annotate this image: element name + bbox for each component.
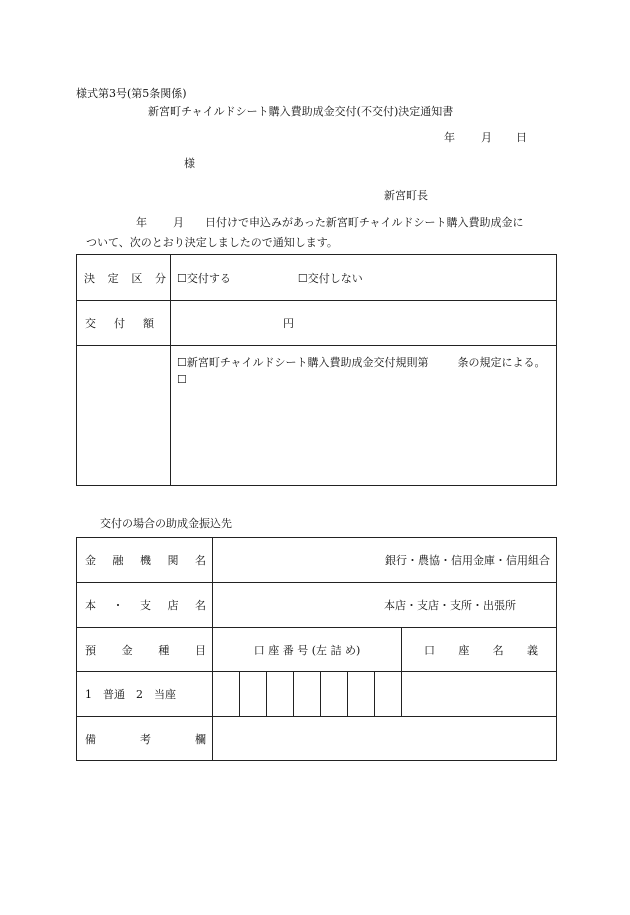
account-number-label: 口 座 番 号 (左 詰 め) bbox=[253, 643, 361, 657]
remarks-label-char: 備 bbox=[85, 732, 96, 746]
deposit-type-label-char: 種 bbox=[158, 643, 170, 657]
deposit-type-label-char: 金 bbox=[121, 643, 133, 657]
body-line2-text: ついて、次のとおり決定しましたので通知します。 bbox=[86, 236, 338, 249]
deposit-type-options: 1 普通 2 当座 bbox=[85, 688, 176, 701]
form-number: 様式第3号(第5条関係) bbox=[76, 87, 187, 100]
account-holder-label-char: 義 bbox=[526, 643, 538, 657]
date-year: 年 bbox=[444, 131, 455, 144]
branch-label-char: 店 bbox=[167, 599, 179, 612]
account-digit-cell[interactable] bbox=[240, 672, 267, 717]
account-number-label-cell bbox=[213, 628, 402, 672]
deposit-type-options-cell[interactable] bbox=[77, 672, 213, 717]
account-digit-cell[interactable] bbox=[375, 672, 402, 717]
bank-section-heading: 交付の場合の助成金振込先 bbox=[100, 517, 232, 530]
branch-label-cell bbox=[77, 583, 213, 628]
institution-label-cell bbox=[77, 538, 213, 583]
deposit-type-label-char: 預 bbox=[85, 643, 96, 657]
body-line1-text: 日付けで申込みがあった新宮町チャイルドシート購入費助成金に bbox=[205, 216, 524, 229]
remarks-label-cell bbox=[77, 717, 213, 761]
institution-value-cell[interactable] bbox=[213, 538, 557, 583]
grant-checkbox-option[interactable]: ☐交付する bbox=[177, 271, 231, 285]
branch-label-char: 名 bbox=[195, 599, 206, 612]
body-year: 年 bbox=[136, 216, 147, 229]
amount-label-char: 額 bbox=[143, 317, 154, 330]
branch-label-char: ・ bbox=[112, 599, 124, 612]
decision-label-cell bbox=[77, 255, 171, 301]
institution-types: 銀行・農協・信用金庫・信用組合 bbox=[385, 554, 550, 567]
account-digit-cell[interactable] bbox=[267, 672, 294, 717]
account-holder-label-char: 名 bbox=[492, 643, 504, 657]
branch-types: 本店・支店・支所・出張所 bbox=[384, 599, 516, 612]
remarks-label-char: 欄 bbox=[195, 732, 206, 746]
reason-other-checkbox[interactable]: ☐ bbox=[177, 373, 187, 386]
decision-label-char: 分 bbox=[154, 271, 166, 285]
no-grant-checkbox-option[interactable]: ☐交付しない bbox=[297, 271, 363, 285]
reason-cell bbox=[171, 346, 557, 486]
reason-rule-suffix: 条の規定による。 bbox=[457, 356, 546, 369]
institution-label-char: 融 bbox=[112, 554, 124, 567]
addressee-honorific: 様 bbox=[184, 157, 195, 170]
institution-label-char: 金 bbox=[85, 554, 96, 567]
date-day: 日 bbox=[516, 131, 527, 144]
account-digit-cell[interactable] bbox=[321, 672, 348, 717]
deposit-type-label-char: 目 bbox=[194, 643, 206, 657]
branch-value-cell[interactable] bbox=[213, 583, 557, 628]
account-digit-cell[interactable] bbox=[294, 672, 321, 717]
remarks-value-cell[interactable] bbox=[213, 717, 557, 761]
institution-label-char: 名 bbox=[195, 554, 206, 567]
reason-label-cell bbox=[77, 346, 171, 486]
bank-table bbox=[76, 537, 557, 761]
account-digit-cell[interactable] bbox=[348, 672, 375, 717]
decision-table bbox=[76, 254, 557, 486]
account-holder-label-cell bbox=[402, 628, 557, 672]
institution-label-char: 関 bbox=[167, 554, 179, 567]
remarks-label-char: 考 bbox=[140, 732, 151, 746]
deposit-type-label-cell bbox=[77, 628, 213, 672]
account-digit-cell[interactable] bbox=[213, 672, 240, 717]
amount-unit: 円 bbox=[283, 317, 294, 330]
account-holder-value-cell[interactable] bbox=[402, 672, 557, 717]
decision-label-char: 定 bbox=[107, 271, 119, 285]
decision-label-char: 区 bbox=[131, 271, 143, 285]
amount-label-cell bbox=[77, 301, 171, 346]
issuer-name: 新宮町長 bbox=[384, 189, 428, 202]
amount-label-char: 交 bbox=[85, 317, 96, 330]
document-title: 新宮町チャイルドシート購入費助成金交付(不交付)決定通知書 bbox=[148, 105, 454, 118]
account-holder-label-char: 口 bbox=[424, 643, 435, 657]
amount-value-cell[interactable] bbox=[171, 301, 557, 346]
branch-label-char: 支 bbox=[140, 599, 151, 612]
amount-label-char: 付 bbox=[114, 317, 125, 330]
body-month: 月 bbox=[173, 216, 184, 229]
decision-label-char: 決 bbox=[84, 271, 95, 285]
reason-rule-checkbox[interactable]: ☐新宮町チャイルドシート購入費助成金交付規則第 bbox=[177, 356, 429, 369]
branch-label-char: 本 bbox=[85, 599, 96, 612]
decision-options-cell bbox=[171, 255, 557, 301]
institution-label-char: 機 bbox=[140, 554, 151, 567]
date-month: 月 bbox=[481, 131, 492, 144]
account-holder-label-char: 座 bbox=[458, 643, 470, 657]
